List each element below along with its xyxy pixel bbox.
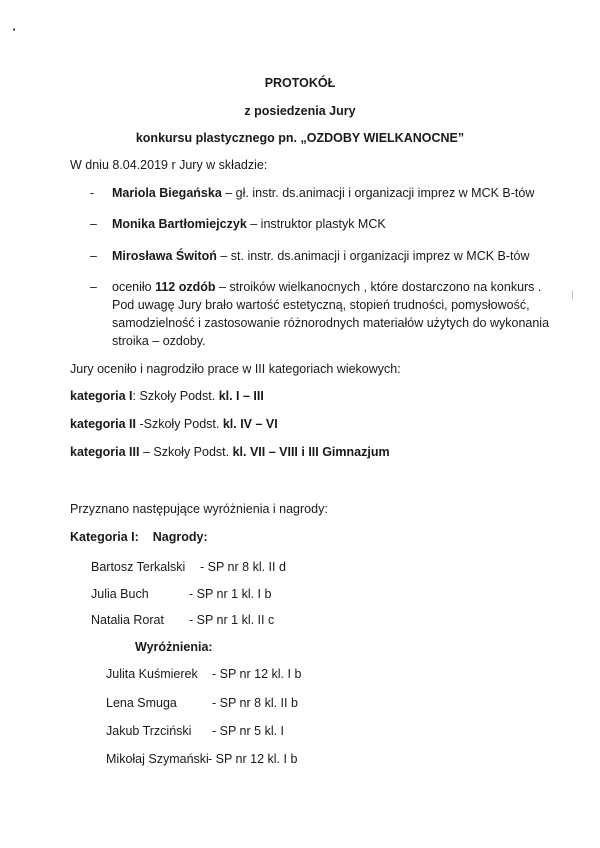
category-line: kategoria III – Szkoły Podst. kl. VII – VIII i III Gimnazjum xyxy=(70,445,390,459)
category-label: Kategoria I: xyxy=(70,530,139,544)
awards-intro: Przyznano następujące wyróżnienia i nagrody: xyxy=(70,502,328,516)
intro-text: W dniu 8.04.2019 r Jury w składzie: xyxy=(70,158,268,172)
member-role: – st. instr. ds.animacji i organizacji imprez w MCK B-tów xyxy=(216,249,530,263)
evaluation-line: samodzielność i zastosowanie różnorodnych materiałów użytych do wykonania xyxy=(112,316,550,330)
prize-school: - SP nr 1 kl. I b xyxy=(189,587,272,601)
prize-winner: Julia Buch xyxy=(91,587,149,601)
evaluation-line: stroika – ozdoby. xyxy=(112,334,206,348)
member-name: Monika Bartłomiejczyk xyxy=(112,217,247,231)
document-title: PROTOKÓŁ xyxy=(264,76,336,90)
member-role: – instruktor plastyk MCK xyxy=(246,217,386,231)
category-range: kl. I – III xyxy=(218,389,264,403)
distinction-school: - SP nr 12 kl. I b xyxy=(208,752,298,766)
member-name: Mirosława Świtoń xyxy=(112,249,217,263)
prizes-label: Nagrody: xyxy=(152,530,208,544)
distinction-winner: Mikołaj Szymański xyxy=(106,752,209,766)
member-role: – gł. instr. ds.animacji i organizacji imprez w MCK B-tów xyxy=(221,186,535,200)
jury-member: - Mariola Biegańska – gł. instr. ds.animacji i organizacji imprez w MCK B-tów xyxy=(90,186,535,200)
member-name: Mariola Biegańska xyxy=(112,186,222,200)
category-range: kl. IV – VI xyxy=(222,417,278,431)
scan-speck xyxy=(572,290,573,300)
evaluation-line: Pod uwagę Jury brało wartość estetyczną, stopień trudności, pomysłowość, xyxy=(112,298,530,312)
prize-winner: Natalia Rorat xyxy=(91,613,164,627)
distinctions-label: Wyróżnienia: xyxy=(135,640,213,654)
distinction-winner: Jakub Trzciński xyxy=(106,724,192,738)
contest-name: „OZDOBY WIELKANOCNE” xyxy=(300,131,465,145)
category-range: kl. VII – VIII i III Gimnazjum xyxy=(232,445,390,459)
contest-prefix: konkursu plastycznego pn. xyxy=(135,131,301,145)
category-heading xyxy=(70,530,208,544)
evaluation-count: 112 ozdób xyxy=(155,280,216,294)
jury-member: – Mirosława Świtoń – st. instr. ds.animacji i organizacji imprez w MCK B-tów xyxy=(90,249,530,263)
category-label: kategoria I xyxy=(70,389,133,403)
distinction-school: - SP nr 5 kl. I xyxy=(212,724,285,738)
category-line: kategoria I: Szkoły Podst. kl. I – III xyxy=(70,389,264,403)
categories-intro: Jury oceniło i nagrodziło prace w III kategoriach wiekowych: xyxy=(70,362,401,376)
prize-school: - SP nr 8 kl. II d xyxy=(200,560,286,574)
jury-member: – Monika Bartłomiejczyk – instruktor plastyk MCK xyxy=(90,217,386,231)
category-label: kategoria II xyxy=(70,417,136,431)
category-label: kategoria III xyxy=(70,445,140,459)
category-line: kategoria II -Szkoły Podst. kl. IV – VI xyxy=(70,417,278,431)
distinction-school: - SP nr 8 kl. II b xyxy=(212,696,298,710)
distinction-winner: Lena Smuga xyxy=(106,696,177,710)
document-subtitle: z posiedzenia Jury xyxy=(244,104,356,118)
evaluation-line: – oceniło 112 ozdób – stroików wielkanocnych , które dostarczono na konkurs . xyxy=(90,280,542,294)
scan-speck xyxy=(13,28,15,31)
prize-school: - SP nr 1 kl. II c xyxy=(189,613,275,627)
distinction-school: - SP nr 12 kl. I b xyxy=(212,667,302,681)
distinction-winner: Julita Kuśmierek xyxy=(106,667,198,681)
prize-winner: Bartosz Terkalski xyxy=(91,560,186,574)
contest-line xyxy=(0,131,600,145)
